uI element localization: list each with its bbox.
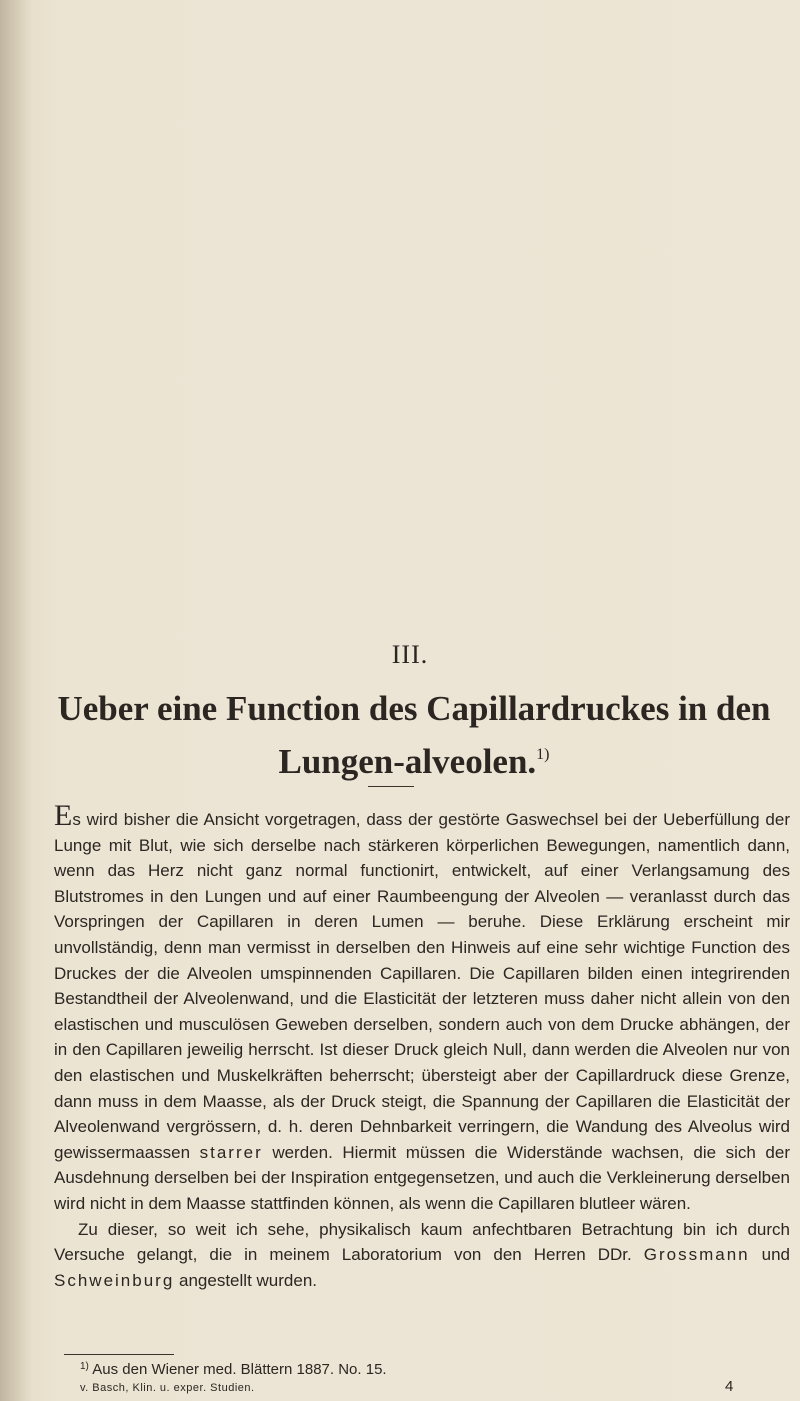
paragraph-2-end: angestellt wurden. [179, 1270, 317, 1290]
paragraph-2-start: Zu dieser, so weit ich sehe, physikalisch kaum anfechtbaren Betrachtung bin ich durch Versuche gelangt, die in meinem Laboratorium von den Herren DDr. [54, 1219, 790, 1265]
page-number: 4 [725, 1378, 734, 1395]
chapter-number: III. [391, 640, 429, 669]
footnote [80, 1358, 387, 1379]
footnote-marker: 1) [80, 1361, 89, 1372]
emphasis-starrer: starrer [199, 1142, 263, 1162]
chapter-title [38, 686, 790, 785]
title-footnote-ref: 1) [536, 746, 550, 763]
body-text [54, 799, 790, 1293]
chapter-title-text: Ueber eine Function des Capillardruckes in den Lungen-alveolen. [57, 689, 771, 781]
name-grossmann: Grossmann [643, 1245, 750, 1265]
footnote-divider [64, 1354, 174, 1355]
footnote-text: Aus den Wiener med. Blättern 1887. No. 15. [92, 1361, 387, 1378]
paragraph-2-and: und [761, 1245, 790, 1265]
paragraph-1 [54, 799, 790, 1217]
name-schweinburg: Schweinburg [54, 1270, 175, 1290]
paragraph-1-end: werden. Hiermit müssen die Widerstände wachsen, die sich der Ausdehnung derselben bei der Inspiration entgegensetzen, und auch die Verkleinerung derselben wird nicht in dem Maasse stattfinden können, als wenn die Capillaren blutleer wären. [54, 1142, 790, 1213]
title-divider [368, 786, 414, 787]
signature-line: v. Basch, Klin. u. exper. Studien. [80, 1382, 255, 1394]
page-edge-shadow [0, 0, 32, 1401]
drop-cap: E [54, 799, 73, 832]
paragraph-2 [54, 1217, 790, 1294]
paragraph-1-main: s wird bisher die Ansicht vorgetragen, dass der gestörte Gaswechsel bei der Ueberfüllung der Lunge mit Blut, wie sich derselbe nach stärkeren körperlichen Bewegungen, namentlich dann, wenn das Herz nicht ganz normal functionirt, entwickelt, auf einer Verlangsamung des Blutstromes in den Lungen und auf einer Raumbeengung der Alveolen — veranlasst durch das Vorspringen der Capillaren in deren Lumen — beruhe. Diese Erklärung erscheint mir unvollständig, denn man vermisst in derselben den Hinweis auf eine sehr wichtige Function des Druckes der die Alveolen umspinnenden Capillaren. Die Capillaren bilden einen integrirenden Bestandtheil der Alveolenwand, und die Elasticität der letzteren muss daher nicht allein von den elastischen und musculösen Geweben derselben, sondern auch von dem Drucke abhängen, der in den Capillaren jeweilig herrscht. Ist dieser Druck gleich Null, dann werden die Alveolen nur von den elastischen und Muskelkräften beherrscht; übersteigt aber der Capillardruck diese Grenze, dann muss in dem Maasse, als der Druck steigt, die Spannung der Capillaren die Elasticität der Alveolenwand vergrössern, d. h. deren Dehnbarkeit verringern, die Wandung des Alveolus wird gewissermaassen [54, 810, 790, 1162]
